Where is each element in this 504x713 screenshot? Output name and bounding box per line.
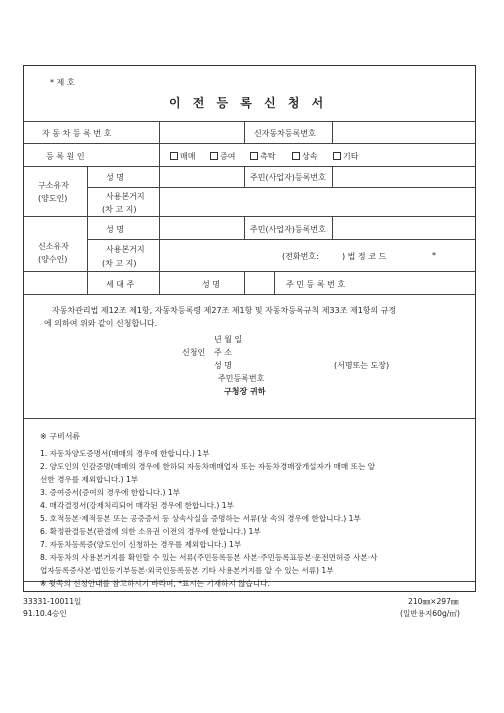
transferee-base-label: 사용본거지: [106, 245, 145, 254]
paper-size: 210㎜×297㎜: [408, 597, 459, 606]
rule: [244, 216, 245, 239]
list-item: ※ 뒷쪽의 신청안내를 참고하시기 바라며, *표시는 기재하지 않습니다.: [40, 579, 270, 588]
checkbox[interactable]: [333, 152, 341, 160]
list-item: 4. 매각결정서(강제처리되어 매각된 경우에 한합니다.) 1부: [40, 501, 234, 510]
checkbox[interactable]: [210, 152, 218, 160]
registration-reason-label: 등 록 원 인: [46, 152, 85, 161]
transferor-garage-label: (차 고 지): [102, 205, 137, 214]
rule: [87, 187, 475, 188]
rule: [24, 166, 475, 167]
rule: [24, 121, 475, 122]
reason-option-other[interactable]: 기타: [333, 151, 358, 162]
rule: [159, 166, 160, 294]
declaration-line2: 에 의하여 위와 같이 신청합니다.: [44, 319, 158, 328]
transferor-group-sublabel: (양도인): [38, 194, 68, 203]
transferor-name-label: 성 명: [106, 173, 124, 182]
requirements-title: ※ 구비서류: [40, 432, 81, 441]
rule: [332, 166, 333, 187]
transferor-base-label: 사용본거지: [106, 192, 145, 201]
list-item: 업자등록증사본·법인등기부등본·외국인등록등본 기타 사용본거지를 알 수 있는 서류) 1부: [40, 566, 334, 575]
list-item: 5. 호적등본·제적등본 또는 공증증서 등 상속사실을 증명하는 서류(상 속의 경우에 한합니다.) 1부: [40, 514, 361, 523]
rule: [87, 239, 475, 240]
approval-date: 91.10.4승인: [23, 609, 67, 618]
rule: [87, 166, 88, 294]
rule: [24, 143, 475, 144]
list-item: 1. 자동차양도증명서(매매의 경우에 한합니다.) 1부: [40, 449, 210, 458]
household-reg-label: 주 민 등 록 번 호: [286, 280, 346, 289]
transferee-garage-label: (차 고 지): [102, 259, 137, 268]
checkbox[interactable]: [170, 152, 178, 160]
rule: [24, 216, 475, 217]
requirements-list: [40, 447, 378, 590]
transfer-registration-form: [23, 65, 476, 592]
form-title: 이 전 등 록 신 청 서: [169, 96, 328, 110]
transferee-reg-label: 주민(사업자)등록번호: [250, 225, 326, 234]
form-code: 33331-10011일: [23, 597, 82, 606]
list-item: 선한 경우를 제외합니다.) 1부: [40, 475, 139, 484]
list-item: 2. 양도인의 인감증명(매매의 경우에 한하되 자동차매매업자 또는 자동차경매장개설자가 매매 또는 알: [40, 462, 376, 471]
phone-label: (전화번호:: [282, 252, 319, 261]
application-date: 년 월 일: [214, 335, 243, 344]
list-item: 7. 자동차등록증(양도인이 신청하는 경우를 제외합니다.) 1부: [40, 540, 242, 549]
rule: [159, 143, 160, 166]
car-number-label: 자 동 차 등 록 번 호: [42, 129, 112, 138]
reason-option-gift[interactable]: 증여: [210, 151, 235, 162]
list-item: 3. 증여증서(증여의 경우에 한합니다.) 1부: [40, 488, 181, 497]
checkbox[interactable]: [250, 152, 258, 160]
paper-type: (일반용지60g/㎡): [400, 609, 460, 618]
transferor-group-label: 구소유자: [38, 181, 69, 190]
transferee-group-label: 신소유자: [38, 242, 69, 251]
rule: [244, 166, 245, 187]
rule: [244, 121, 245, 143]
rule: [332, 121, 333, 143]
court-code-mark: *: [432, 251, 436, 260]
signature-label: (서명또는 도장): [334, 361, 390, 370]
rule: [24, 418, 475, 419]
rule: [332, 216, 333, 239]
reason-option-commission[interactable]: 촉탁: [250, 151, 275, 162]
rule: [274, 271, 275, 294]
rule: [24, 271, 475, 272]
reason-option-sale[interactable]: 매매: [170, 151, 195, 162]
transferee-group-sublabel: (양수인): [38, 255, 68, 264]
transferor-reg-label: 주민(사업자)등록번호: [250, 173, 326, 182]
household-head-label: 세 대 주: [106, 280, 135, 289]
reason-option-inheritance[interactable]: 상속: [292, 151, 317, 162]
rule: [159, 121, 160, 143]
household-name-label: 성 명: [202, 280, 220, 289]
rule: [244, 271, 245, 294]
addressee: 구청장 귀하: [224, 387, 266, 396]
applicant-label: 신청인: [182, 348, 206, 357]
list-item: 8. 자동차의 사용본거지를 확인할 수 있는 서류(주민등록등본 사본·주민등록표등본·운전면허증 사본·사: [40, 553, 378, 562]
checkbox[interactable]: [292, 152, 300, 160]
court-code-label: ) 법 정 코 드: [342, 252, 387, 261]
rule: [24, 294, 475, 295]
transferee-name-label: 성 명: [106, 225, 124, 234]
declaration-line1: 자동차관리법 제12조 제1항, 자동차등록령 제27조 제1항 및 자동차등록규칙 제33조 제1항의 규정: [52, 306, 397, 315]
applicant-reg-label: 주민등록번호: [218, 374, 265, 383]
form-number-label: * 제 호: [50, 78, 75, 87]
list-item: 6. 확정판결등본(판결에 의한 소유권 이전의 경우에 한합니다.) 1부: [40, 527, 261, 536]
new-car-number-label: 신자동차등록번호: [254, 129, 316, 138]
applicant-address-label: 주 소: [214, 348, 232, 357]
applicant-name-label: 성 명: [214, 361, 232, 370]
